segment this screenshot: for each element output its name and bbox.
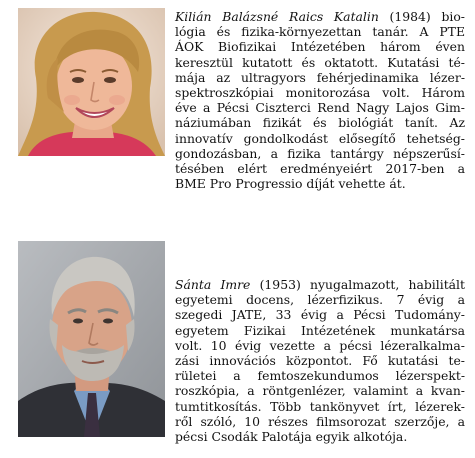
bio-line: spektroszkópiai monitorozása volt. Három [175, 85, 465, 101]
bio-first-line: Sánta Imre (1953) nyugalmazott, habilitált [175, 277, 466, 292]
bio-line: ÁOK Biofizikai Intézetében három éven [175, 39, 465, 55]
bio-line: egyetemi docens, lézerfizikus. 7 évig a [175, 292, 465, 308]
bio-line: lógia és fizika-környezettan tanár. A PTE [175, 24, 465, 40]
bio-line: zási innovációs központot. Fő kutatási te- [175, 353, 465, 369]
portrait-photo-santa-imre [18, 241, 165, 437]
bio-last-line: pécsi Csodák Palotája egyik alkotója. [175, 429, 408, 445]
person-name: Sánta Imre [175, 277, 251, 292]
bio-line: éve a Pécsi Ciszterci Rend Nagy Lajos Gim- [175, 100, 465, 116]
portrait-photo-raics-katalin [18, 8, 165, 156]
bio-line: egyetem Fizikai Intézetének munkatársa [175, 322, 465, 338]
bio-line: volt. 10 évig vezette a pécsi lézeralkalma- [175, 337, 465, 353]
bio-line: tumtitkosítás. Több tankönyvet írt, lézerek- [175, 398, 465, 414]
bio-line: mája az ultragyors fehérjedinamika lézer- [175, 69, 465, 85]
bio-line: ről szóló, 10 részes filmsorozat szerzője, a [175, 413, 465, 429]
bio-line: rületei a femtoszekundumos lézerspekt- [175, 368, 465, 384]
bio-line: náziumában fizikát és biológiát tanít. Az [175, 115, 465, 131]
bio-line: keresztül kutatott és oktatott. Kutatási té- [175, 54, 465, 70]
person-name: Kilián Balázsné Raics Katalin [175, 9, 379, 24]
bio-line: gondozásban, a fizika tantárgy népszerűsí- [175, 145, 465, 161]
bio-line: roszkópia, a röntgenlézer, valamint a kvan- [175, 383, 465, 399]
bio-line: szegedi JATE, 33 évig a Pécsi Tudomány- [175, 307, 465, 323]
bio-line: tésében elért eredményeiért 2017-ben a [175, 161, 465, 177]
bio-last-line: BME Pro Progressio díját vehette át. [175, 176, 406, 192]
bio-line: innovatív gondolkodást elősegítő tehetség- [175, 130, 465, 146]
bio-text-santa-imre [175, 277, 465, 444]
bio-first-line: Kilián Balázsné Raics Katalin (1984) bio- [175, 9, 465, 24]
bio-text-raics-katalin [175, 9, 465, 191]
